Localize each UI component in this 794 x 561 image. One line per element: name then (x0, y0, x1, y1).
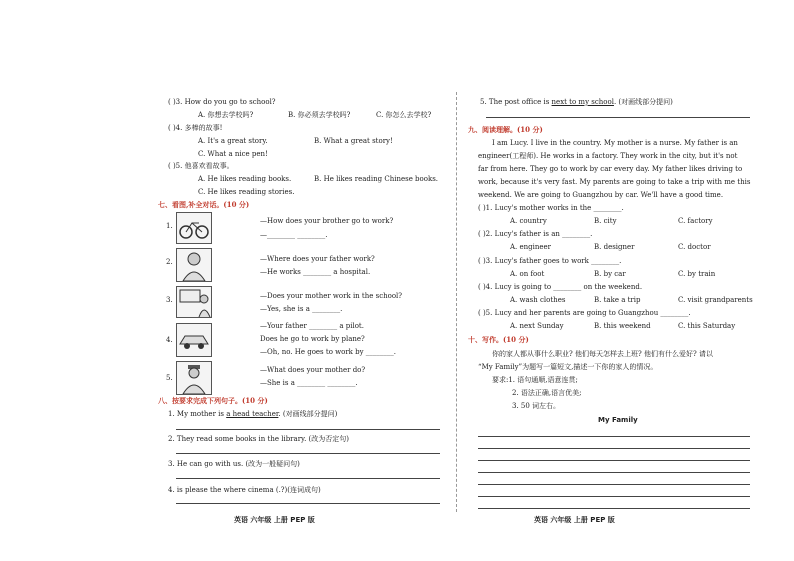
sentence-5-suffix: . (对画线部分提问) (613, 98, 673, 106)
q4-option-c: C. What a nice pen! (198, 150, 268, 158)
reading-q1-stem: ( )1. Lucy's mother works in the ________. (478, 204, 624, 212)
sentence-5 (480, 98, 673, 106)
writing-requirement-2: 2. 语法正确,语言优美; (512, 389, 582, 397)
q3-stem: ( )3. How do you go to school? (168, 98, 276, 106)
reading-q5-b: B. this weekend (594, 322, 651, 330)
dialog4-line1: —Your father ________ a pilot. (260, 322, 364, 330)
q3-option-c: C. 你怎么去学校? (376, 111, 432, 119)
writing-line-2[interactable] (478, 448, 750, 449)
page-divider (456, 92, 457, 512)
reading-q5-stem: ( )5. Lucy and her parents are going to Guangzhou ________. (478, 309, 691, 317)
writing-requirement-3: 3. 50 词左右。 (512, 402, 561, 410)
section-9-title: 九、阅读理解。(10 分) (468, 125, 543, 134)
teacher-picture (176, 286, 212, 318)
pic3-number: 3. (166, 296, 173, 304)
reading-q4-a: A. wash clothes (510, 296, 566, 304)
reading-q5-a: A. next Sunday (510, 322, 564, 330)
reading-q5-c: C. this Saturday (678, 322, 736, 330)
sentence-5-prefix: 5. The post office is (480, 98, 552, 106)
police-officer-picture (176, 361, 212, 395)
q4-option-b: B. What a great story! (314, 137, 393, 145)
left-footer: 英语 六年级 上册 PEP 版 (234, 516, 315, 524)
essay-title: My Family (598, 416, 638, 424)
sentence-1 (168, 410, 337, 418)
writing-line-1[interactable] (478, 436, 750, 437)
sentence-5-underlined: next to my school (551, 98, 614, 106)
dialog2-line1: —Where does your father work? (260, 255, 375, 263)
q5-option-a: A. He likes reading books. (198, 175, 292, 183)
passage-line-1: I am Lucy. I live in the country. My mother is a nurse. My father is an (492, 139, 738, 147)
sentence-1-suffix: . (对画线部分提问) (278, 410, 338, 418)
pic4-number: 4. (166, 336, 173, 344)
dialog1-line2: —________ ________. (260, 231, 328, 239)
q3-option-b: B. 你必须去学校吗? (288, 111, 351, 119)
sentence-4: 4. is please the where cinema (.?)(连词成句) (168, 486, 321, 494)
reading-q2-stem: ( )2. Lucy's father is an ________. (478, 230, 593, 238)
dialog5-line1: —What does your mother do? (260, 366, 366, 374)
q5-option-c: C. He likes reading stories. (198, 188, 295, 196)
pic1-number: 1. (166, 222, 173, 230)
writing-line-6[interactable] (478, 496, 750, 497)
writing-line-5[interactable] (478, 484, 750, 485)
reading-q2-c: C. doctor (678, 243, 711, 251)
reading-q3-b: B. by car (594, 270, 626, 278)
right-footer: 英语 六年级 上册 PEP 版 (534, 516, 615, 524)
q5-stem: ( )5. 他喜欢看故事。 (168, 162, 234, 170)
sentence-3: 3. He can go with us. (改为一般疑问句) (168, 460, 300, 468)
writing-line-4[interactable] (478, 472, 750, 473)
reading-q3-a: A. on foot (510, 270, 545, 278)
passage-line-4: work, because it's very fast. My parents are going to take a trip with me this (478, 178, 751, 186)
dialog3-line2: —Yes, she is a ________. (260, 305, 343, 313)
reading-q4-c: C. visit grandparents (678, 296, 753, 304)
section-7-title: 七、看图,补全对话。(10 分) (158, 200, 250, 209)
dialog4-line2: Does he go to work by plane? (260, 335, 365, 343)
q4-stem: ( )4. 多棒的故事! (168, 124, 223, 132)
section-8-title: 八、按要求完成下列句子。(10 分) (158, 396, 268, 405)
dialog3-line1: —Does your mother work in the school? (260, 292, 403, 300)
writing-prompt-line-2: “My Family”为题写一篇短文,描述一下你的家人的情况。 (478, 363, 658, 371)
writing-prompt-line-1: 你的家人都从事什么职业? 他们每天怎样去上班? 他们有什么爱好? 请以 (492, 350, 713, 358)
answer-line-1[interactable] (176, 429, 440, 430)
dialog4-line3: —Oh, no. He goes to work by ________. (260, 348, 397, 356)
answer-line-4[interactable] (176, 503, 440, 504)
passage-line-3: far from here. They go to work by car every day. My father likes driving to (478, 165, 743, 173)
sentence-1-prefix: 1. My mother is (168, 410, 227, 418)
reading-q3-stem: ( )3. Lucy's father goes to work ________. (478, 257, 622, 265)
reading-q3-c: C. by train (678, 270, 716, 278)
sentence-2: 2. They read some books in the library. (改为否定句) (168, 435, 349, 443)
q3-option-a: A. 你想去学校吗? (198, 111, 254, 119)
reading-q2-a: A. engineer (510, 243, 552, 251)
writing-line-3[interactable] (478, 460, 750, 461)
car-picture (176, 323, 212, 357)
writing-line-7[interactable] (478, 508, 750, 509)
reading-q1-b: B. city (594, 217, 617, 225)
answer-line-2[interactable] (176, 453, 440, 454)
reading-q4-b: B. take a trip (594, 296, 641, 304)
reading-q1-c: C. factory (678, 217, 713, 225)
q5-option-b: B. He likes reading Chinese books. (314, 175, 439, 183)
passage-line-2: engineer(工程师). He works in a factory. They work in the city, but it's not (478, 152, 738, 160)
answer-line-5[interactable] (486, 117, 750, 118)
dialog5-line2: —She is a ________ ________. (260, 379, 358, 387)
pic5-number: 5. (166, 374, 173, 382)
sentence-1-underlined: a head teacher (226, 410, 279, 418)
dialog1-line1: —How does your brother go to work? (260, 217, 394, 225)
pic2-number: 2. (166, 258, 173, 266)
answer-line-3[interactable] (176, 478, 440, 479)
section-10-title: 十、写作。(10 分) (468, 335, 529, 344)
passage-line-5: weekend. We are going to Guangzhou by car. We'll have a good time. (478, 191, 724, 199)
q4-option-a: A. It's a great story. (198, 137, 268, 145)
writing-requirement-1: 要求:1. 语句通顺,语意连贯; (492, 376, 578, 384)
dialog2-line2: —He works ________ a hospital. (260, 268, 371, 276)
reading-q2-b: B. designer (594, 243, 635, 251)
reading-q1-a: A. country (510, 217, 547, 225)
reading-q4-stem: ( )4. Lucy is going to ________ on the weekend. (478, 283, 643, 291)
doctor-picture (176, 248, 212, 282)
bicycle-picture (176, 212, 212, 244)
